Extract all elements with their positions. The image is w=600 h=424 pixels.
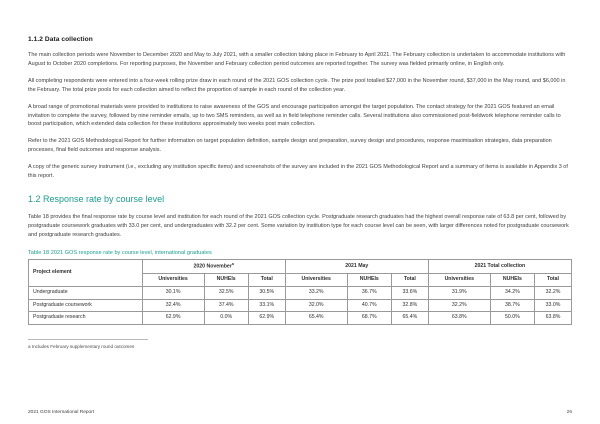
footer-left <box>28 410 94 415</box>
table-cell: 33.6% <box>391 286 428 299</box>
table-cell: 32.4% <box>142 299 204 312</box>
table-cell: 32.8% <box>391 299 428 312</box>
page-footer <box>28 410 572 415</box>
table-cell: 63.8% <box>534 312 571 325</box>
table-sub-header: Universities <box>285 274 347 287</box>
table-sub-header: Universities <box>142 274 204 287</box>
table-cell: 34.2% <box>490 286 534 299</box>
footnote-marker: a <box>231 261 234 266</box>
section-heading: 1.1.2 Data collection <box>28 36 93 43</box>
table-cell: 65.4% <box>391 312 428 325</box>
table-cell: 0.0% <box>204 312 248 325</box>
paragraph: Table 18 provides the final response rate by course level and institution for each round of the 2021 GOS collection cycle. Postgraduate research graduates had the highest overall response rate of 63.8 per cent, followed by postgraduate coursework graduates with 33.0 per cent, and undergraduates with 32.2 per cent. Some variation by institution type for each course level can be seen, with larger differences noted for postgraduate coursework and postgraduate research graduates. <box>28 213 569 238</box>
table-row <box>29 286 572 299</box>
table-cell: 40.7% <box>347 299 391 312</box>
footnote-divider <box>28 339 148 340</box>
table-row <box>29 312 572 325</box>
table-caption: Table 18 2021 GOS response rate by course level, international graduates <box>28 249 212 256</box>
table-cell: 32.5% <box>204 286 248 299</box>
footer-page-number: 26 <box>566 410 572 415</box>
table-sub-header: Total <box>534 274 571 287</box>
table-cell: 65.4% <box>285 312 347 325</box>
table-cell: 33.1% <box>248 299 285 312</box>
table-row-label-header: Project element <box>29 259 143 286</box>
group-header-label: 2020 November <box>193 263 232 270</box>
table-cell: 68.7% <box>347 312 391 325</box>
table-row-label: Postgraduate coursework <box>29 299 143 312</box>
table-cell: 32.0% <box>285 299 347 312</box>
footer-year: 2021 GOS <box>28 410 51 415</box>
table-cell: 32.2% <box>534 286 571 299</box>
paragraph: The main collection periods were November to December 2020 and May to July 2021, with a smaller collection taking place in February to April 2021. The February collection is undertaken to accommodate institutions with August to October 2020 completions. For reporting purposes, the November and February collection period outcomes are reported together. The survey was fielded primarily online, in English only. <box>28 52 566 67</box>
table-cell: 50.0% <box>490 312 534 325</box>
subsection-heading: 1.2 Response rate by course level <box>28 193 165 204</box>
table-cell: 36.7% <box>347 286 391 299</box>
table-cell: 33.2% <box>285 286 347 299</box>
paragraph: All completing respondents were entered into a four-week rolling prize draw in each round of the 2021 GOS collection cycle. The prize pool totalled $27,000 in the November round, $37,000 in the May round, and $6,000 in the February. The total prize pools for each collection aimed to reflect the proportion of sample in each round of the collection year. <box>28 77 566 93</box>
table-row-label: Undergraduate <box>29 286 143 299</box>
table-sub-header: NUHEIs <box>204 274 248 287</box>
table-cell: 32.2% <box>428 299 490 312</box>
table-sub-header: Total <box>391 274 428 287</box>
table-cell: 33.0% <box>534 299 571 312</box>
table-sub-header: Universities <box>428 274 490 287</box>
table-group-header: 2021 Total collection <box>428 259 571 273</box>
table-cell: 63.8% <box>428 312 490 325</box>
footnote <box>28 344 572 350</box>
paragraph: A broad range of promotional materials were provided to institutions to raise awareness of the GOS and encourage participation amongst the target population. The contact strategy for the 2021 GOS featured an email invitation to complete the survey, followed by nine reminder emails, up to two SMS reminders, as well as in field telephone reminder calls. Several institutions also commissioned post-fieldwork telephone reminder calls to boost participation, which extended data collection for these institutions approximately two weeks post main collection. <box>28 103 561 128</box>
footnote-marker-label: a <box>28 344 31 350</box>
table-cell: 62.9% <box>142 312 204 325</box>
table-cell: 30.5% <box>248 286 285 299</box>
table-cell: 31.9% <box>428 286 490 299</box>
table-cell: 38.7% <box>490 299 534 312</box>
table-sub-header: Total <box>248 274 285 287</box>
table-sub-header: NUHEIs <box>347 274 391 287</box>
response-rate-table <box>28 259 572 325</box>
table-group-header: 2021 May <box>285 259 428 273</box>
table-cell: 30.1% <box>142 286 204 299</box>
footnote-text: Includes February supplementary round outcomes <box>31 344 135 350</box>
paragraph: A copy of the generic survey instrument (i.e., excluding any institution specific items) and screenshots of the survey are included in the 2021 GOS Methodological Report and a summary of items is available in Appendix 3 of this report. <box>28 164 568 180</box>
footer-title: International Report <box>52 410 95 415</box>
table-group-header-row <box>29 259 572 273</box>
paragraph: Refer to the 2021 GOS Methodological Report for further information on target population definition, sample design and preparation, survey design and procedures, response maximisation strategies, data preparation processes, final field outcomes and response analysis. <box>28 138 552 154</box>
table-group-header <box>142 259 285 273</box>
table-cell: 37.4% <box>204 299 248 312</box>
table-row-label: Postgraduate research <box>29 312 143 325</box>
table-sub-header: NUHEIs <box>490 274 534 287</box>
table-row <box>29 299 572 312</box>
table-cell: 62.9% <box>248 312 285 325</box>
